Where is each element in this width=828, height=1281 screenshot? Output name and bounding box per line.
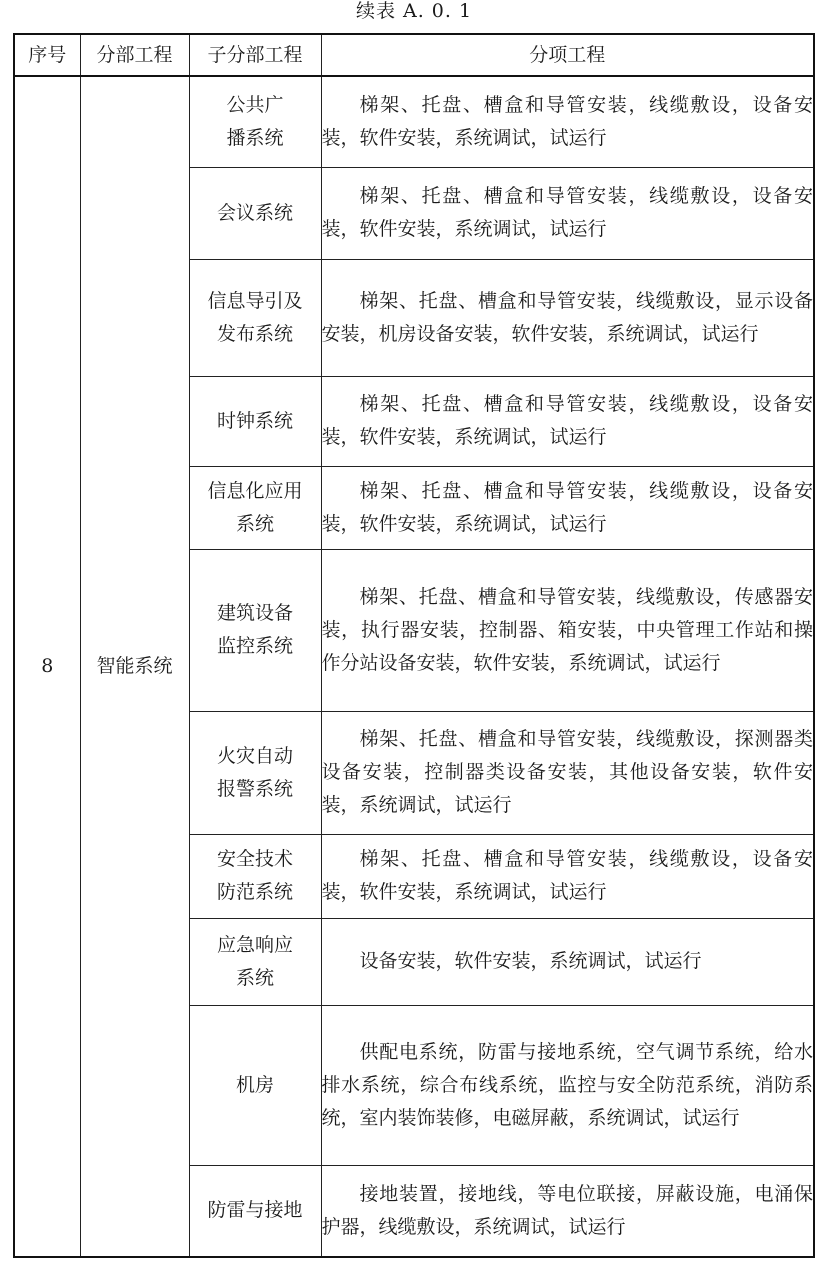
items-cell: 梯架、托盘、槽盒和导管安装，线缆敷设，设备安装，软件安装，系统调试，试运行 (321, 834, 814, 918)
subdivision-cell (189, 711, 321, 834)
subdivision-cell (189, 259, 321, 376)
header-subdivision: 子分部工程 (189, 34, 321, 76)
items-cell: 梯架、托盘、槽盒和导管安装，线缆敷设，传感器安装，执行器安装，控制器、箱安装，中央管理工作站和操作分站设备安装，软件安装，系统调试，试运行 (321, 549, 814, 711)
subdivision-cell (189, 1005, 321, 1165)
subdivision-label: 时钟系统 (216, 409, 293, 432)
items-cell: 梯架、托盘、槽盒和导管安装，线缆敷设，设备安装，软件安装，系统调试，试运行 (321, 466, 814, 549)
header-items: 分项工程 (321, 34, 814, 76)
subdivision-cell (189, 167, 321, 259)
construction-items-table (13, 33, 815, 1258)
items-cell: 梯架、托盘、槽盒和导管安装，线缆敷设，设备安装，软件安装，系统调试，试运行 (321, 376, 814, 466)
subdivision-cell (189, 549, 321, 711)
subdivision-label: 安全技术防范系统 (217, 848, 294, 903)
subdivision-label: 火灾自动报警系统 (217, 744, 294, 800)
subdivision-label: 信息化应用系统 (207, 479, 303, 535)
items-cell: 梯架、托盘、槽盒和导管安装，线缆敷设，设备安装，软件安装，系统调试，试运行 (321, 76, 814, 167)
header-division: 分部工程 (80, 34, 189, 76)
items-cell: 梯架、托盘、槽盒和导管安装，线缆敷设，显示设备安装，机房设备安装，软件安装，系统调试，试运行 (321, 259, 814, 376)
items-cell: 梯架、托盘、槽盒和导管安装，线缆敷设，设备安装，软件安装，系统调试，试运行 (321, 167, 814, 259)
subdivision-label: 建筑设备监控系统 (217, 602, 294, 657)
subdivision-label: 信息导引及发布系统 (207, 289, 303, 345)
items-cell: 接地装置，接地线，等电位联接，屏蔽设施，电涌保护器，线缆敷设，系统调试，试运行 (321, 1165, 814, 1257)
subdivision-cell (189, 466, 321, 549)
subdivision-cell (189, 834, 321, 918)
items-cell: 供配电系统，防雷与接地系统，空气调节系统，给水排水系统，综合布线系统，监控与安全防范系统，消防系统，室内装饰装修，电磁屏蔽，系统调试，试运行 (321, 1005, 814, 1165)
subdivision-cell (189, 76, 321, 167)
seq-cell: 8 (14, 76, 80, 1257)
header-row (14, 34, 814, 76)
subdivision-label: 防雷与接地 (207, 1199, 303, 1222)
subdivision-label: 公共广播系统 (226, 93, 284, 149)
header-seq: 序号 (14, 34, 80, 76)
table-row (14, 76, 814, 167)
subdivision-label: 机房 (235, 1073, 274, 1096)
table-caption: 续表 A. 0. 1 (355, 0, 473, 22)
items-cell: 梯架、托盘、槽盒和导管安装，线缆敷设，探测器类设备安装，控制器类设备安装，其他设备安装，软件安装，系统调试，试运行 (321, 711, 814, 834)
division-cell: 智能系统 (80, 76, 189, 1257)
subdivision-label: 会议系统 (216, 201, 293, 224)
subdivision-cell (189, 1165, 321, 1257)
subdivision-label: 应急响应系统 (217, 933, 294, 989)
subdivision-cell (189, 918, 321, 1005)
subdivision-cell (189, 376, 321, 466)
items-cell: 设备安装，软件安装，系统调试，试运行 (321, 918, 814, 1005)
